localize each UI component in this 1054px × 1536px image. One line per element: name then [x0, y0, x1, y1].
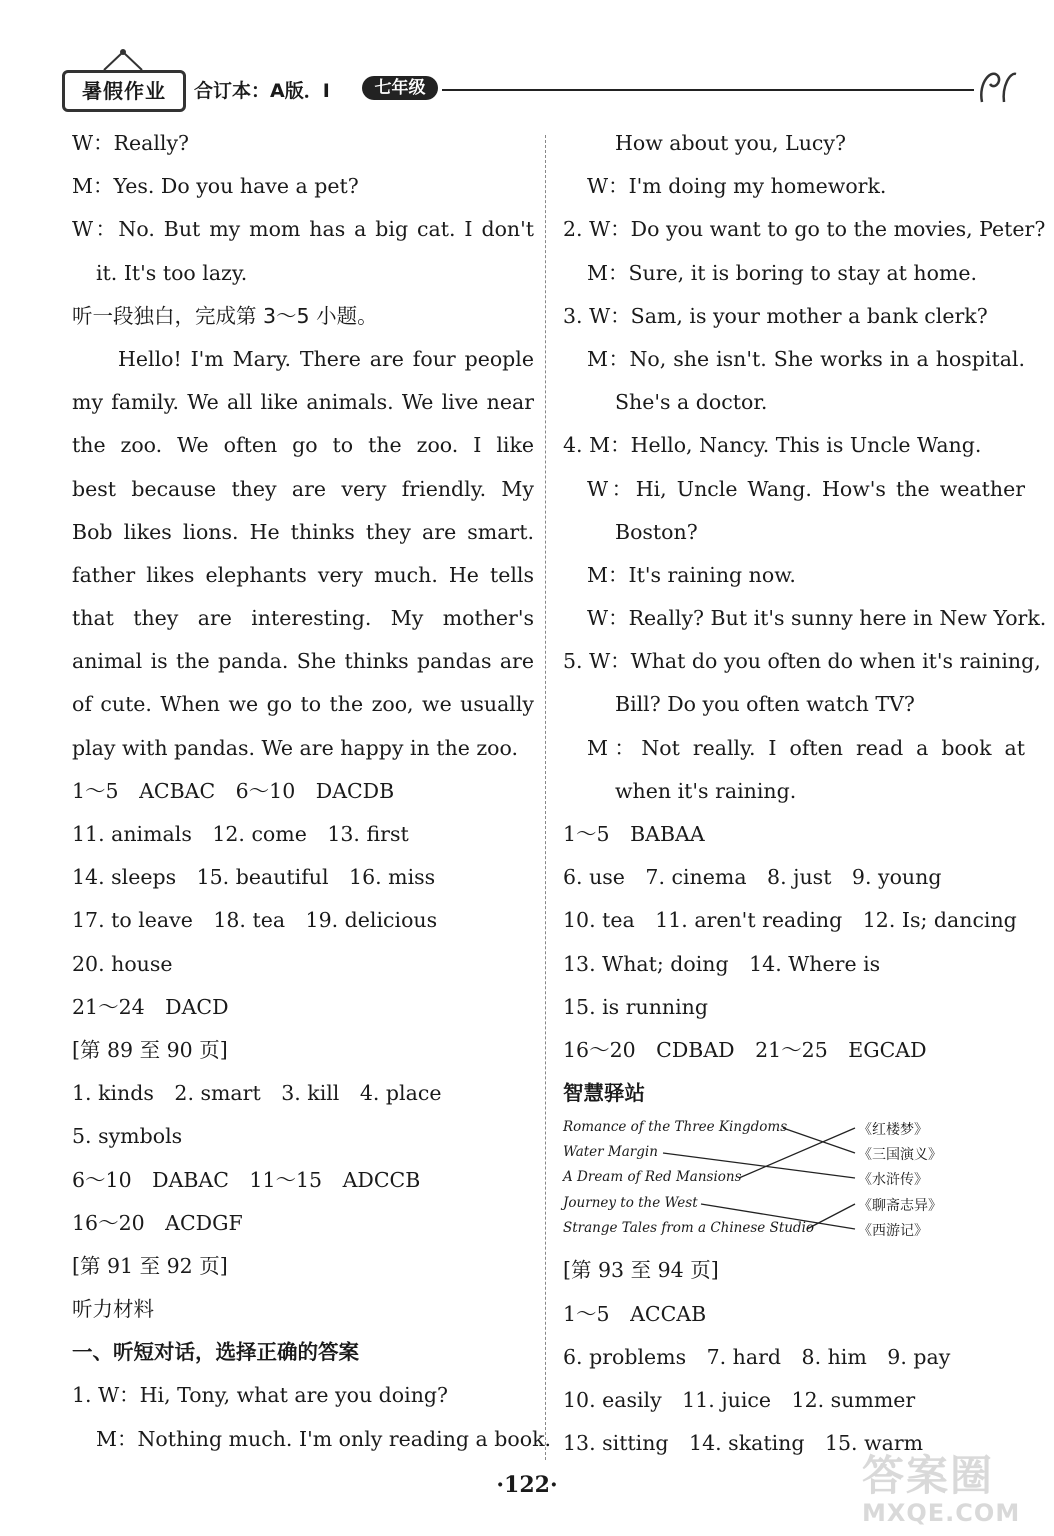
answer-line: 1～5 ACCAB	[563, 1301, 707, 1326]
answer-line: 5. symbols	[72, 1124, 183, 1149]
answer-line: 10. tea 11. aren't reading 12. Is; dancing	[563, 908, 1017, 933]
watermark-bottom: MXQE.COM	[862, 1499, 1021, 1527]
page-number: ·122·	[496, 1472, 558, 1498]
book-title-chinese: 《聊斋志异》	[858, 1198, 942, 1215]
answer-line: 13. What; doing 14. Where is	[563, 951, 881, 976]
watermark-top: 答案圈	[862, 1451, 995, 1500]
left-column	[72, 122, 552, 1461]
dialogue-line: W：No. But my mom has a big cat. I don't	[72, 217, 534, 242]
answer-line: 15. is running	[563, 994, 709, 1019]
answer-line: 1. kinds 2. smart 3. kill 4. place	[72, 1081, 442, 1106]
dialogue-line: M：Nothing much. I'm only reading a book.	[96, 1426, 552, 1451]
book-title-chinese: 《西游记》	[858, 1223, 928, 1240]
monologue-line: my family. We all like animals. We live near	[72, 390, 534, 415]
edition-label: 合订本：A版．Ⅰ	[194, 80, 330, 102]
answer-line: 16～20 CDBAD 21～25 EGCAD	[563, 1037, 927, 1062]
monologue-line: animal is the panda. She thinks pandas are	[72, 649, 534, 674]
monologue-line: that they are interesting. My mother's	[72, 606, 534, 631]
answer-line: 17. to leave 18. tea 19. delicious	[72, 908, 438, 933]
dialogue-line: She's a doctor.	[615, 390, 768, 415]
answer-line: 20. house	[72, 951, 173, 976]
dialogue-line: it. It's too lazy.	[96, 260, 248, 285]
header-rule	[442, 89, 974, 91]
book-title-english: Strange Tales from a Chinese Studio	[563, 1220, 815, 1237]
dialogue-line: W：Hi, Uncle Wang. How's the weather	[587, 476, 1025, 501]
column-divider	[545, 135, 546, 1460]
page-header	[62, 48, 1022, 110]
dialogue-line: 1. W：Hi, Tony, what are you doing?	[72, 1383, 449, 1408]
dialogue-line: 2. W：Do you want to go to the movies, Peter?	[563, 217, 1046, 242]
dialogue-line: M：No, she isn't. She works in a hospital.	[587, 346, 1025, 371]
dialogue-line: Boston?	[615, 519, 698, 544]
dialogue-line: How about you, Lucy?	[615, 131, 846, 155]
section-instruction: 听一段独白，完成第 3～5 小题。	[72, 303, 378, 328]
monologue-line: play with pandas. We are happy in the zoo.	[72, 735, 518, 760]
answer-line: 13. sitting 14. skating 15. warm	[563, 1431, 924, 1456]
grade-badge: 七年级	[362, 76, 438, 100]
section-heading: 听力材料	[72, 1297, 154, 1322]
book-title-chinese: 《三国演义》	[858, 1147, 942, 1164]
monologue-line: Hello! I'm Mary. There are four people	[118, 346, 534, 371]
book-title-english: A Dream of Red Mansions	[563, 1169, 742, 1186]
section-heading: 一、听短对话，选择正确的答案	[72, 1340, 359, 1365]
dialogue-line: W：Really?	[72, 131, 190, 155]
dialogue-line: M：Yes. Do you have a pet?	[72, 174, 359, 199]
dialogue-line: 5. W：What do you often do when it's raining,	[563, 649, 1041, 674]
section-heading: 智慧驿站	[563, 1081, 645, 1106]
dialogue-line: M：It's raining now.	[587, 562, 796, 587]
dialogue-line: when it's raining.	[615, 778, 797, 803]
answer-line: 6～10 DABAC 11～15 ADCCB	[72, 1167, 421, 1192]
book-title-chinese: 《水浒传》	[858, 1172, 928, 1189]
dialogue-line: W：Really? But it's sunny here in New York.	[587, 606, 1047, 631]
dialogue-line: W：I'm doing my homework.	[587, 174, 887, 199]
page-range-heading: [第 89 至 90 页]	[72, 1037, 228, 1062]
monologue-line: best because they are very friendly. My	[72, 476, 534, 501]
right-column	[563, 122, 1047, 1465]
answer-line: 1～5 ACBAC 6～10 DACDB	[72, 778, 395, 803]
dialogue-line: 3. W：Sam, is your mother a bank clerk?	[563, 303, 988, 328]
answer-line: 6. problems 7. hard 8. him 9. pay	[563, 1344, 951, 1369]
answer-line: 11. animals 12. come 13. first	[72, 822, 409, 846]
book-title-chinese: 《红楼梦》	[858, 1122, 928, 1139]
answer-line: 16～20 ACDGF	[72, 1210, 243, 1235]
monologue-line: Bob likes lions. He thinks they are smart.	[72, 519, 534, 544]
watermark	[862, 1452, 1042, 1532]
matching-exercise	[563, 1119, 963, 1249]
monologue-line: the zoo. We often go to the zoo. I like	[72, 433, 534, 458]
dialogue-line: M：Sure, it is boring to stay at home.	[587, 260, 978, 285]
hanging-sign-icon	[100, 48, 146, 72]
monologue-line: father likes elephants very much. He tells	[72, 562, 534, 587]
dialogue-line: 4. M：Hello, Nancy. This is Uncle Wang.	[563, 433, 982, 458]
page-range-heading: [第 93 至 94 页]	[563, 1258, 719, 1283]
matching-line	[783, 1128, 855, 1153]
decorative-swirl-icon	[974, 62, 1022, 110]
answer-line: 1～5 BABAA	[563, 822, 705, 846]
answer-line: 10. easily 11. juice 12. summer	[563, 1387, 916, 1412]
page-range-heading: [第 91 至 92 页]	[72, 1253, 228, 1278]
monologue-line: of cute. When we go to the zoo, we usually	[72, 692, 534, 717]
answer-line: 21～24 DACD	[72, 994, 229, 1019]
logo: 暑假作业	[62, 70, 186, 112]
book-title-english: Water Margin	[563, 1144, 658, 1161]
dialogue-line: Bill? Do you often watch TV?	[615, 692, 915, 717]
dialogue-line: M：Not really. I often read a book at	[587, 735, 1025, 760]
book-title-english: Journey to the West	[563, 1195, 698, 1212]
answer-line: 14. sleeps 15. beautiful 16. miss	[72, 865, 436, 890]
answer-line: 6. use 7. cinema 8. just 9. young	[563, 865, 942, 890]
book-title-english: Romance of the Three Kingdoms	[563, 1119, 788, 1136]
